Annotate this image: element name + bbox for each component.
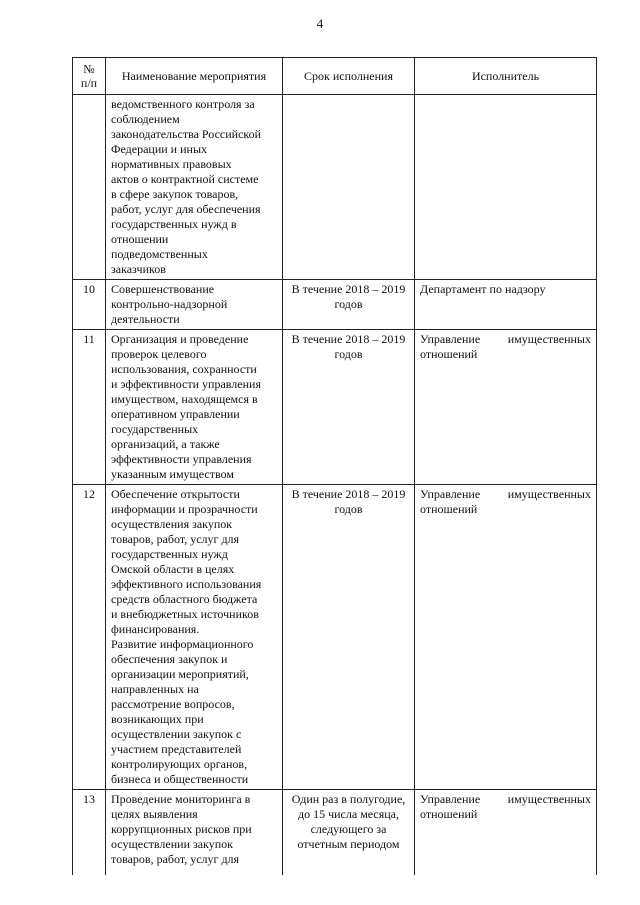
table-row bbox=[73, 790, 597, 875]
event-name: Организация и проведение проверок целевого использования, сохранности и эффективности управления имуществом, находящемся в оперативном управлении государственных организаций, а также эффективности управления указанным имуществом bbox=[106, 330, 283, 485]
row-number: 10 bbox=[73, 280, 106, 330]
event-term: В течение 2018 – 2019 годов bbox=[283, 485, 415, 790]
row-number: 12 bbox=[73, 485, 106, 790]
event-executor: Управление имущественных отношений bbox=[415, 330, 597, 485]
header-term: Срок исполнения bbox=[283, 58, 415, 95]
table-row bbox=[73, 95, 597, 280]
row-number: 11 bbox=[73, 330, 106, 485]
event-executor: Управление имущественных отношений bbox=[415, 790, 597, 875]
event-term: В течение 2018 – 2019 годов bbox=[283, 280, 415, 330]
row-number bbox=[73, 95, 106, 280]
event-name: ведомственного контроля за соблюдением законодательства Российской Федерации и иных нормативных правовых актов о контрактной системе в сфере закупок товаров, работ, услуг для обеспечения государственных нужд в отношении подведомственных заказчиков bbox=[106, 95, 283, 280]
header-number: № п/п bbox=[73, 58, 106, 95]
table-row bbox=[73, 485, 597, 790]
event-name: Проведение мониторинга в целях выявления коррупционных рисков при осуществлении закупок товаров, работ, услуг для bbox=[106, 790, 283, 875]
table-header-row bbox=[73, 58, 597, 95]
event-name: Обеспечение открытости информации и прозрачности осуществления закупок товаров, работ, услуг для государственных нужд Омской области в целях эффективного использования средств областного бюджета и внебюджетных источников финансирования. Развитие информационного обеспечения закупок и организации мероприятий, направленных на рассмотрение вопросов, возникающих при осуществлении закупок с участием представителей контролирующих органов, бизнеса и общественности bbox=[106, 485, 283, 790]
event-term: Один раз в полугодие, до 15 числа месяца, следующего за отчетным периодом bbox=[283, 790, 415, 875]
event-executor bbox=[415, 95, 597, 280]
header-event-name: Наименование мероприятия bbox=[106, 58, 283, 95]
page-number: 4 bbox=[316, 16, 324, 31]
row-number: 13 bbox=[73, 790, 106, 875]
table-row bbox=[73, 280, 597, 330]
header-executor: Исполнитель bbox=[415, 58, 597, 95]
event-term: В течение 2018 – 2019 годов bbox=[283, 330, 415, 485]
event-executor: Управление имущественных отношений bbox=[415, 485, 597, 790]
event-executor: Департамент по надзору bbox=[415, 280, 597, 330]
events-table bbox=[72, 57, 597, 875]
event-name: Совершенствование контрольно-надзорной деятельности bbox=[106, 280, 283, 330]
event-term bbox=[283, 95, 415, 280]
table-row bbox=[73, 330, 597, 485]
